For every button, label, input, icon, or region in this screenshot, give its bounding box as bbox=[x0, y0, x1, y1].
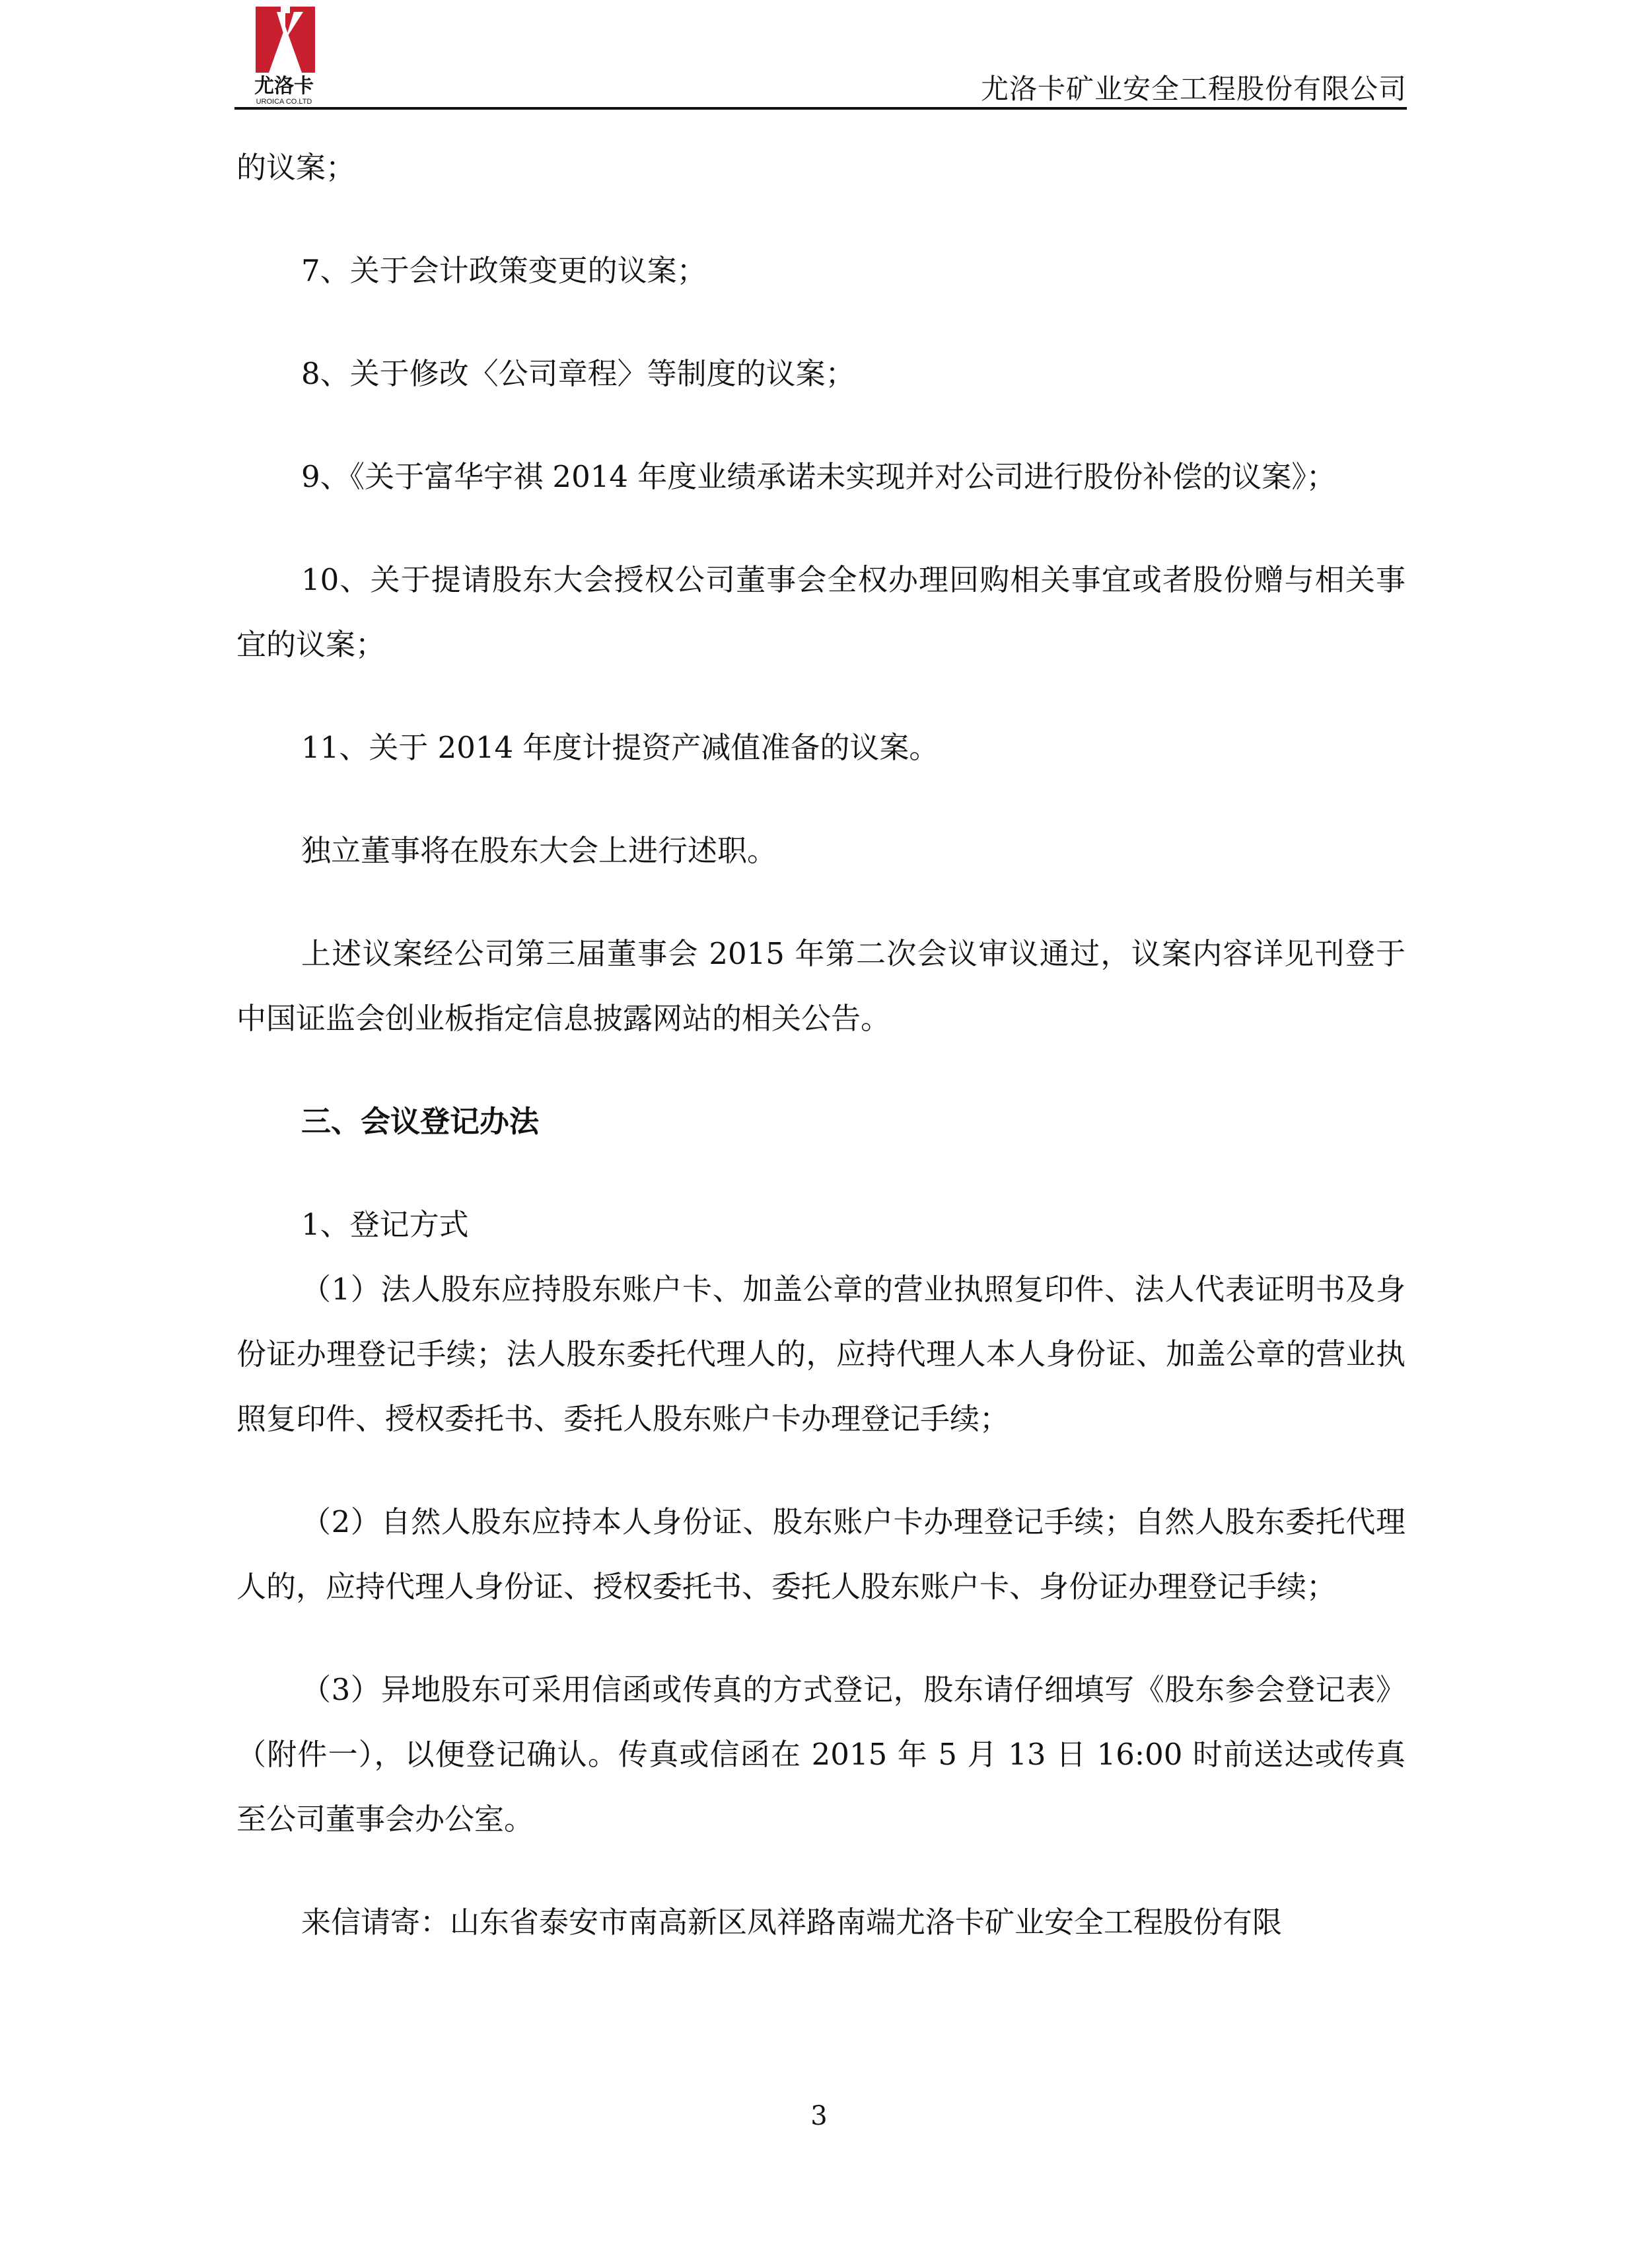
subsection-heading: 1、登记方式 bbox=[301, 1207, 469, 1242]
paragraph: （2）自然人股东应持本人身份证、股东账户卡办理登记手续；自然人股东委托代理人的，应持代理人身份证、授权委托书、委托人股东账户卡、身份证办理登记手续； bbox=[236, 1504, 1406, 1604]
paragraph: （1）法人股东应持股东账户卡、加盖公章的营业执照复印件、法人代表证明书及身份证办理登记手续；法人股东委托代理人的，应持代理人本人身份证、加盖公章的营业执照复印件、授权委托书、委托人股东账户卡办理登记手续； bbox=[236, 1272, 1406, 1436]
logo-subtext: UROICA CO.LTD bbox=[256, 98, 312, 106]
header-divider bbox=[234, 107, 1407, 110]
logo-text: 尤洛卡 bbox=[254, 75, 314, 97]
header-company-name: 尤洛卡矿业安全工程股份有限公司 bbox=[980, 73, 1407, 105]
paragraph: 的议案； bbox=[236, 150, 356, 185]
document-body bbox=[236, 135, 1406, 1955]
company-logo bbox=[234, 0, 334, 106]
section-heading: 三、会议登记办法 bbox=[301, 1104, 540, 1139]
logo-mark-icon bbox=[234, 0, 334, 106]
agenda-item-7: 7、关于会计政策变更的议案； bbox=[301, 253, 707, 288]
paragraph: （3）异地股东可采用信函或传真的方式登记，股东请仔细填写《股东参会登记表》（附件一），以便登记确认。传真或信函在 2015 年 5 月 13 日 16:00 时前送达或传真至公司董事会办公室。 bbox=[236, 1672, 1406, 1837]
page-number: 3 bbox=[810, 2101, 828, 2131]
agenda-item-10: 10、关于提请股东大会授权公司董事会全权办理回购相关事宜或者股份赠与相关事宜的议案； bbox=[236, 562, 1406, 662]
paragraph: 来信请寄：山东省泰安市南高新区凤祥路南端尤洛卡矿业安全工程股份有限 bbox=[301, 1905, 1283, 1940]
agenda-item-9: 9、《关于富华宇祺 2014 年度业绩承诺未实现并对公司进行股份补偿的议案》； bbox=[301, 459, 1336, 494]
paragraph: 上述议案经公司第三届董事会 2015 年第二次会议审议通过，议案内容详见刊登于中国证监会创业板指定信息披露网站的相关公告。 bbox=[236, 936, 1406, 1036]
paragraph: 独立董事将在股东大会上进行述职。 bbox=[301, 833, 777, 868]
agenda-item-8: 8、关于修改〈公司章程〉等制度的议案； bbox=[301, 356, 855, 391]
agenda-item-11: 11、关于 2014 年度计提资产减值准备的议案。 bbox=[301, 730, 939, 765]
